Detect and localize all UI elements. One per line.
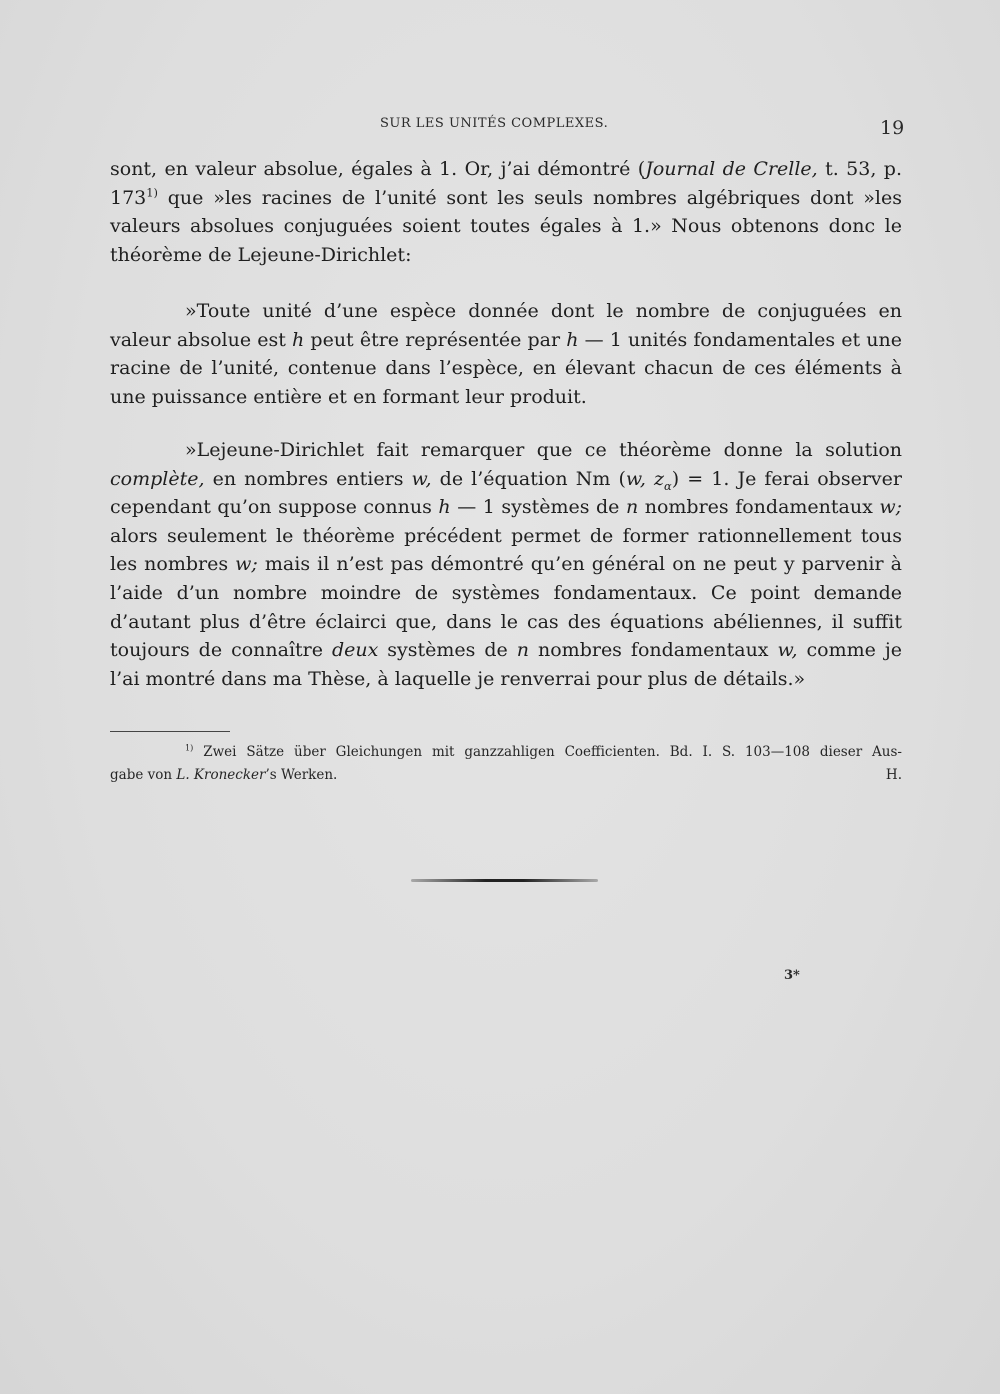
end-rule — [411, 879, 598, 882]
footnote-line-2: gabe von L. Kronecker’s Werken. H. — [110, 764, 902, 787]
signature-mark: 3* — [784, 968, 800, 983]
page-number: 19 — [880, 117, 905, 139]
footnote-line-1: $^{1)}$ Zwei Sätze über Gleichungen mit ganzzahligen Coefficienten. Bd. I. S. 103—108 dieser Aus- — [185, 742, 902, 760]
running-head: SUR LES UNITÉS COMPLEXES. — [380, 116, 609, 131]
footnote-initial: H. — [885, 767, 902, 783]
footnote — [110, 741, 902, 787]
paragraph-3: »Lejeune-Dirichlet fait remarquer que ce théorème donne la solution complète, en nombres entiers w, de l’équation Nm (w, $z_\alpha) = 1$. Je ferai observer cependant qu’on suppose connus h — 1 systèmes de n nombres fondamentaux w; alors seulement le théorème précédent permet de former rationnellement tous les nombres w; mais il n’est pas démontré qu’en général on ne peut y parvenir à l’aide d’un nombre moindre de systèmes fondamentaux. Ce point demande d’autant plus d’être éclairci que, dans le cas des équations abéliennes, il suffit toujours de connaître deux systèmes de n nombres fondamentaux w, comme je l’ai montré dans ma Thèse, à laquelle je renverrai pour plus de détails.» — [110, 439, 903, 690]
paragraph-2: »Toute unité d’une espèce donnée dont le nombre de conjuguées en valeur absolue est h peut être représentée par h — 1 unités fondamentales et une racine de l’unité, contenue dans l’espèce, en élevant chacun de ces éléments à une puissance entière et en formant leur produit. — [110, 300, 902, 408]
footnote-marker: 1) — [185, 742, 194, 753]
footnote-ref: 1) — [146, 185, 158, 200]
footnote-rule — [110, 731, 230, 732]
paragraph-1: sont, en valeur absolue, égales à 1. Or, j’ai démontré (Journal de Crelle, t. 53, p. 173$^{1)}$ que »les racines de l’unité sont les seuls nombres algébriques dont »les valeurs absolues conjuguées soient toutes égales à 1.» Nous obtenons donc le théorème de Lejeune-Dirichlet: — [110, 158, 902, 266]
